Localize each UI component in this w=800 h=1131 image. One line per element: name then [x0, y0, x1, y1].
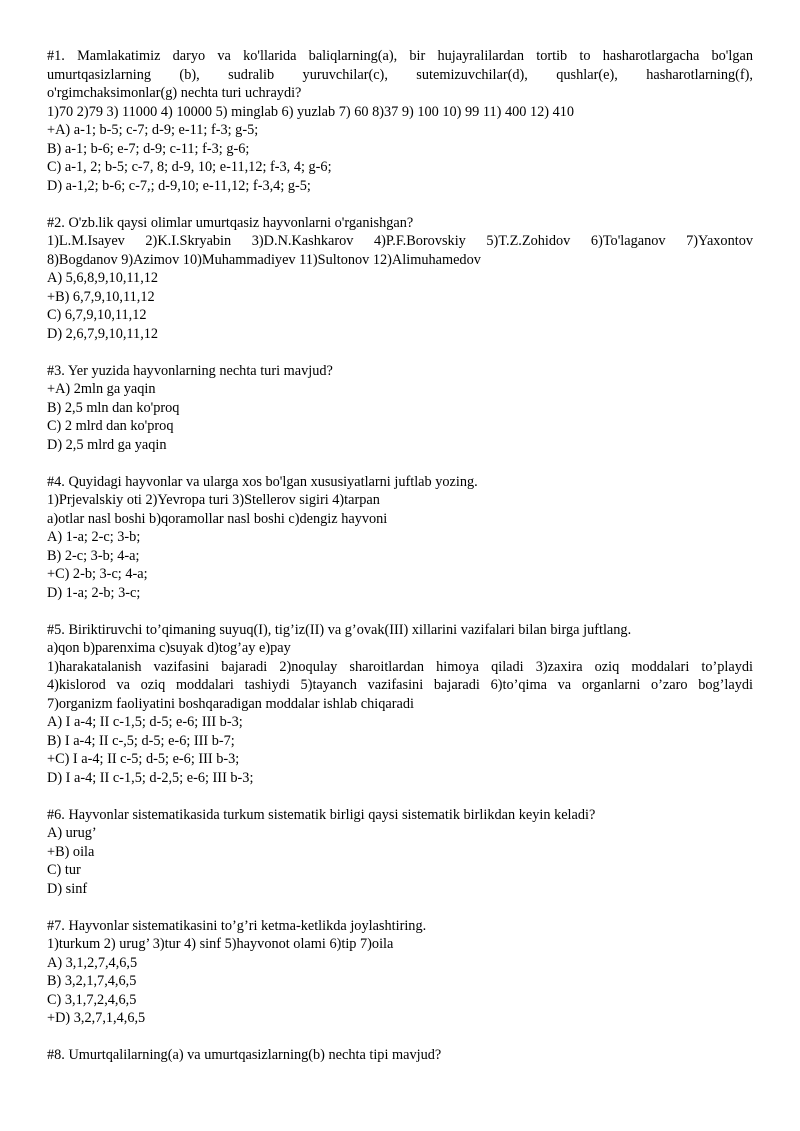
- question-line: B) I a-4; II c-,5; d-5; e-6; III b-7;: [47, 732, 235, 749]
- question-line: B) 2-c; 3-b; 4-a;: [47, 547, 140, 564]
- question-text: #8. Umurtqalilarning(a) va umurtqasizlarning(b) nechta tipi mavjud?: [47, 1047, 442, 1063]
- question-line: D) 2,6,7,9,10,11,12: [47, 325, 159, 342]
- question-1: [47, 47, 753, 195]
- question-line: +A) a-1; b-5; c-7; d-9; e-11; f-3; g-5;: [47, 122, 259, 138]
- question-7: [47, 917, 753, 1028]
- question-text: #2. O'zb.lik qaysi olimlar umurtqasiz hayvonlarni o'rganishgan?: [47, 214, 414, 231]
- question-text: #5. Biriktiruvchi to’qimaning suyuq(I), tig’iz(II) va g’ovak(III) xillarini vazifalari bilan birga juftlang.: [47, 621, 632, 638]
- question-6: [47, 806, 753, 899]
- question-line: C) 6,7,9,10,11,12: [47, 307, 147, 323]
- question-line: o'rgimchaksimonlar(g) nechta turi uchraydi?: [47, 85, 302, 101]
- question-line: 1)L.M.Isayev 2)K.I.Skryabin 3)D.N.Kashkarov 4)P.F.Borovskiy 5)T.Z.Zohidov 6)To'laganov 7)Yaxontov: [47, 233, 753, 249]
- question-line: +C) 2-b; 3-c; 4-a;: [47, 566, 148, 582]
- question-2: [47, 214, 753, 344]
- question-3: [47, 362, 753, 455]
- question-text: #1. Mamlakatimiz daryo va ko'llarida baliqlarning(a), bir hujayralilardan tortib to hasharotlargacha bo'lgan: [47, 48, 753, 64]
- question-line: umurtqasizlarning (b), sudralib yuruvchilar(c), sutemizuvchilar(d), qushlar(e), hasharotlarning(f),: [47, 66, 753, 83]
- question-line: D) 2,5 mlrd ga yaqin: [47, 436, 167, 453]
- question-text: #4. Quyidagi hayvonlar va ularga xos bo'lgan xususiyatlarni juftlab yozing.: [47, 473, 478, 490]
- document-page: [47, 47, 753, 1083]
- question-line: 1)harakatalanish vazifasini bajaradi 2)noqulay sharoitlardan himoya qiladi 3)zaxira oziq moddalari to’playdi: [47, 658, 753, 675]
- question-line: A) 5,6,8,9,10,11,12: [47, 270, 159, 286]
- question-4: [47, 473, 753, 603]
- question-8: [47, 1046, 753, 1065]
- question-line: A) 3,1,2,7,4,6,5: [47, 954, 138, 971]
- question-line: D) I a-4; II c-1,5; d-2,5; e-6; III b-3;: [47, 769, 254, 786]
- question-line: a)otlar nasl boshi b)qoramollar nasl boshi c)dengiz hayvoni: [47, 510, 388, 527]
- question-line: D) sinf: [47, 880, 88, 897]
- question-5: [47, 621, 753, 788]
- question-line: C) 2 mlrd dan ko'proq: [47, 418, 174, 434]
- question-line: +B) oila: [47, 843, 95, 860]
- question-line: C) tur: [47, 862, 81, 878]
- question-line: D) a-1,2; b-6; c-7,; d-9,10; e-11,12; f-3,4; g-5;: [47, 177, 311, 194]
- question-line: +C) I a-4; II c-5; d-5; e-6; III b-3;: [47, 751, 240, 767]
- question-line: +D) 3,2,7,1,4,6,5: [47, 1010, 146, 1026]
- question-line: D) 1-a; 2-b; 3-c;: [47, 584, 141, 601]
- question-text: #7. Hayvonlar sistematikasini to’g’ri ketma-ketlikda joylashtiring.: [47, 917, 427, 934]
- question-line: 1)Prjevalskiy oti 2)Yevropa turi 3)Stellerov sigiri 4)tarpan: [47, 492, 380, 508]
- question-line: B) a-1; b-6; e-7; d-9; c-11; f-3; g-6;: [47, 140, 250, 157]
- question-line: +B) 6,7,9,10,11,12: [47, 288, 155, 305]
- question-line: +A) 2mln ga yaqin: [47, 381, 156, 397]
- question-line: A) 1-a; 2-c; 3-b;: [47, 529, 141, 545]
- question-line: a)qon b)parenxima c)suyak d)tog’ay e)pay: [47, 640, 291, 656]
- question-line: B) 3,2,1,7,4,6,5: [47, 973, 137, 989]
- question-line: C) a-1, 2; b-5; c-7, 8; d-9, 10; e-11,12; f-3, 4; g-6;: [47, 159, 332, 175]
- question-line: 4)kislorod va oziq moddalari tashiydi 5)tayanch vazifasini bajaradi 6)to’qima va organlarni o’zaro bog’laydi: [47, 677, 753, 693]
- question-line: 8)Bogdanov 9)Azimov 10)Muhammadiyev 11)Sultonov 12)Alimuhamedov: [47, 251, 481, 268]
- question-text: #6. Hayvonlar sistematikasida turkum sistematik birligi qaysi sistematik birlikdan keyin keladi?: [47, 806, 596, 823]
- question-line: 1)70 2)79 3) 11000 4) 10000 5) minglab 6) yuzlab 7) 60 8)37 9) 100 10) 99 11) 400 12) 410: [47, 103, 575, 120]
- question-list: [47, 47, 753, 1065]
- question-line: 1)turkum 2) urug’ 3)tur 4) sinf 5)hayvonot olami 6)tip 7)oila: [47, 936, 394, 952]
- question-line: C) 3,1,7,2,4,6,5: [47, 991, 137, 1008]
- question-line: A) I a-4; II c-1,5; d-5; e-6; III b-3;: [47, 714, 243, 730]
- question-line: A) urug’: [47, 825, 97, 841]
- question-line: 7)organizm faoliyatini boshqaradigan moddalar ishlab chiqaradi: [47, 695, 414, 712]
- question-line: B) 2,5 mln dan ko'proq: [47, 399, 180, 416]
- question-text: #3. Yer yuzida hayvonlarning nechta turi mavjud?: [47, 362, 333, 379]
